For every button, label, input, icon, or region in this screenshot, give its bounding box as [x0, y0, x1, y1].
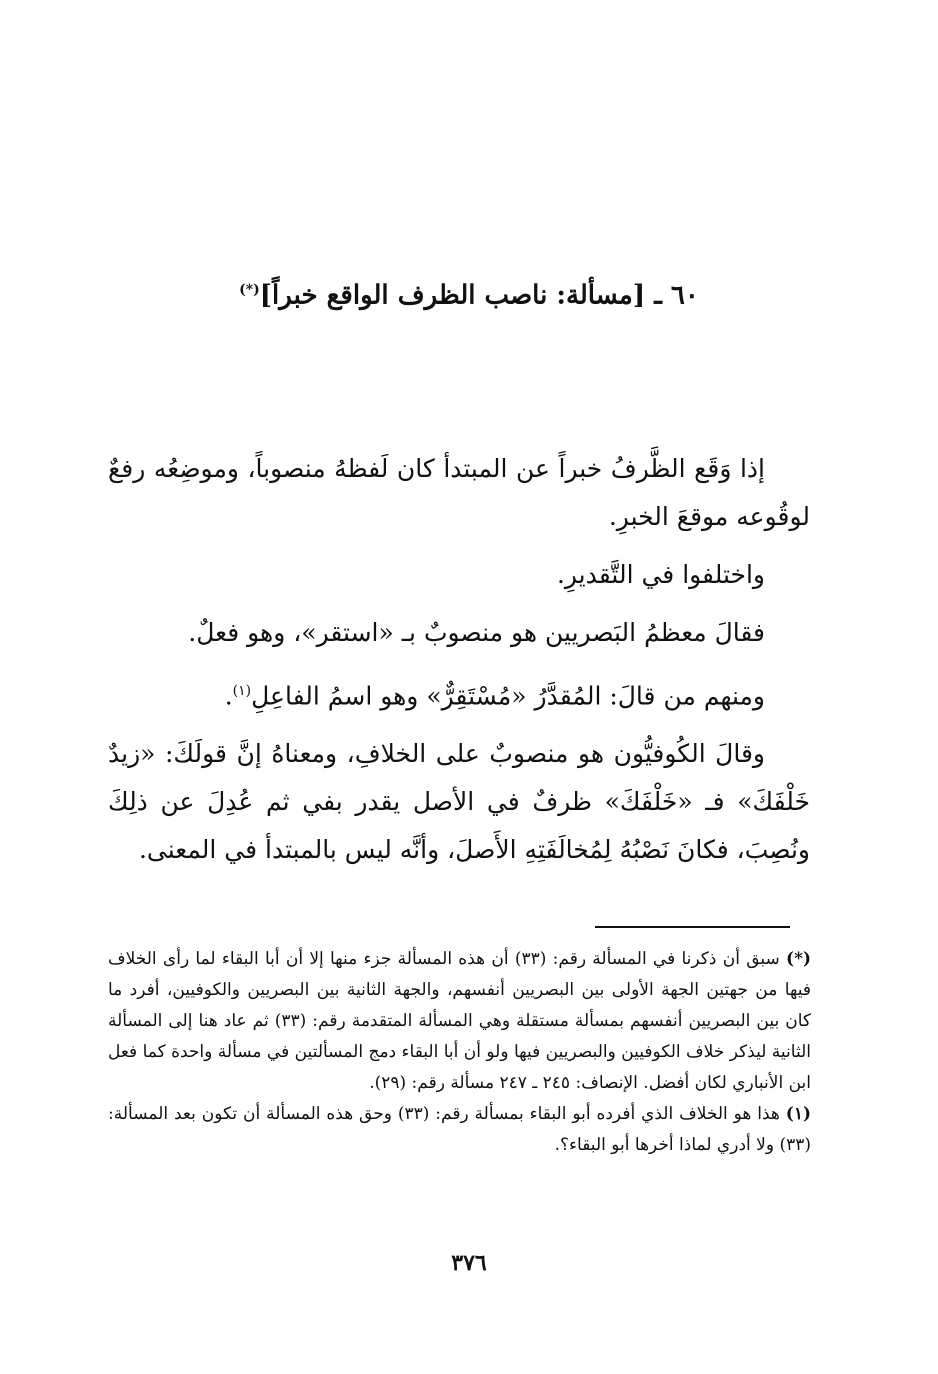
- footnote-1: [108, 1099, 811, 1161]
- heading-note-marker: (*): [239, 282, 260, 298]
- footnotes: [108, 944, 811, 1161]
- paragraph-3: فقالَ معظمُ البَصريين هو منصوبٌ بـ «استقر»، وهو فعلٌ.: [188, 618, 765, 647]
- footnote-1-marker: (١): [785, 1104, 811, 1124]
- paragraph-4-text: ومنهم من قالَ: المُقدَّرُ «مُسْتَقِرٌّ» وهو اسمُ الفاعِلِ: [251, 681, 765, 711]
- paragraph-4-end: .: [224, 681, 233, 711]
- main-text: [108, 445, 810, 884]
- section-heading: [100, 270, 838, 316]
- footnote-ref-1: (١): [232, 683, 252, 699]
- heading-text: ٦٠ ـ [مسألة: ناصب الظرف الواقع خبراً]: [259, 280, 699, 311]
- paragraph-1: إذا وَقَع الظَّرفُ خبراً عن المبتدأ كان لَفظهُ منصوباً، وموضِعُه رفعٌ لوقُوعه موقعَ الخبرِ.: [108, 454, 810, 531]
- paragraph-5: وقالَ الكُوفيُّون هو منصوبٌ على الخلافِ، ومعناهُ إنَّ قولَكَ: «زيدٌ خَلْفَكَ» فـ «خَلْفَكَ» ظرفٌ في الأصل يقدر بفي ثم عُدِلَ عن ذلِكَ ونُصِبَ، فكانَ نَصْبُهُ لِمُخالَفَتِهِ الأَصلَ، وأنَّه ليس بالمبتدأ في المعنى.: [108, 739, 810, 865]
- footnote-star-text: سبق أن ذكرنا في المسألة رقم: (٣٣) أن هذه المسألة جزء منها إلا أن أبا البقاء لما رأى الخلاف فيها من جهتين الجهة الأولى بين البصريين أنفسهم، والجهة الثانية بين البصريين والكوفيين، أفرد ما كان بين البصريين أنفسهم بمسألة مستقلة وهي المسألة المتقدمة رقم: (٣٣) ثم عاد هنا إلى المسألة الثانية ليذكر خلاف الكوفيين والبصريين فيها ولو أن أبا البقاء دمج المسألتين في مسألة واحدة كما فعل ابن الأنباري لكان أفضل. الإنصاف: ٢٤٥ ـ ٢٤٧ مسألة رقم: (٢٩).: [107, 949, 811, 1093]
- paragraph-2: واختلفوا في التَّقديرِ.: [556, 560, 765, 589]
- footnote-1-text: هذا هو الخلاف الذي أفرده أبو البقاء بمسألة رقم: (٣٣) وحق هذه المسألة أن تكون بعد المسألة: (٣٣) ولا أدري لماذا أخرها أبو البقاء؟.: [108, 1104, 811, 1155]
- footnote-star: [108, 944, 811, 1099]
- footnote-separator: [595, 926, 790, 928]
- paragraph-4: [108, 667, 810, 720]
- page-number: ٣٧٦: [451, 1250, 487, 1276]
- footnote-star-marker: (*): [786, 949, 812, 969]
